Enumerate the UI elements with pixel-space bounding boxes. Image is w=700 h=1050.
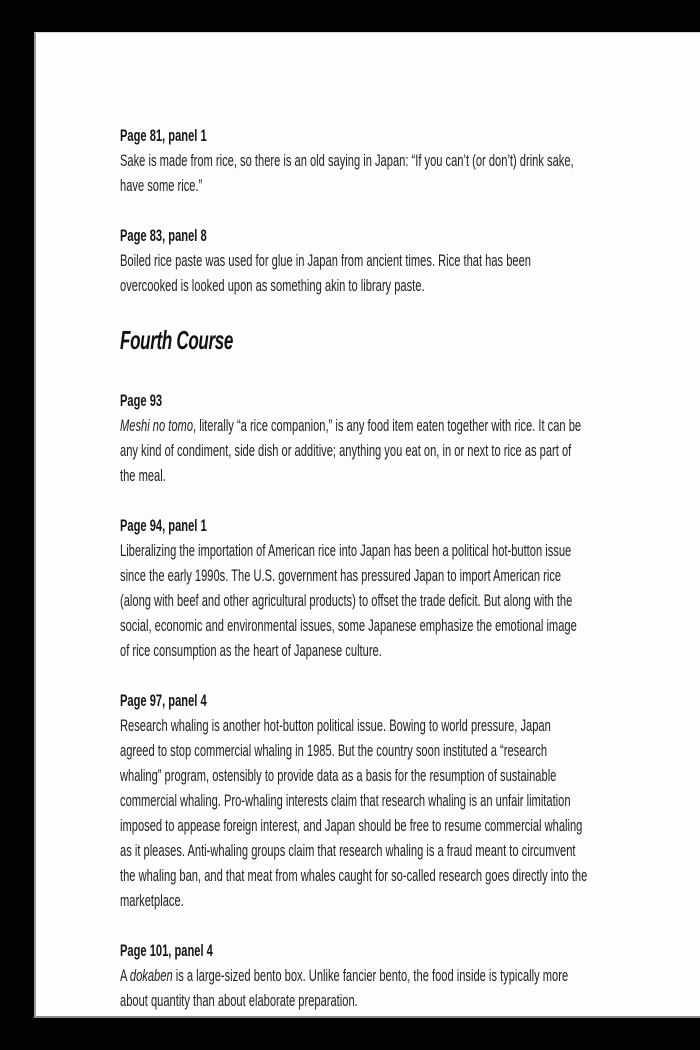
note-text-segment: Research whaling is another hot-button political issue. Bowing to world pressure, Japan agreed to stop commercial whaling in 1985. But the country soon instituted a “research whaling” program, ostensibly to provide data as a basis for the resumption of sustainable commercial whaling. Pro-whaling interests claim that research whaling is an unfair limitation imposed to appease foreign interest, and Japan should be free to resume commercial whaling as it pleases. Anti-whaling groups claim that research whaling is a fraud meant to circumvent the whaling ban, and that meat from whales caught for so-called research goes directly into the marketplace. [120, 716, 588, 910]
note-body [120, 148, 588, 198]
book-page [34, 32, 700, 1018]
note-body [120, 538, 588, 663]
page-content [36, 33, 700, 1013]
note-text-segment: Boiled rice paste was used for glue in Japan from ancient times. Rice that has been overcooked is looked upon as something akin to library paste. [120, 251, 531, 295]
note-text-segment: Liberalizing the importation of American rice into Japan has been a political hot-button issue since the early 1990s. The U.S. government has pressured Japan to import American rice (along with beef and other agricultural products) to offset the trade deficit. But along with the social, economic and environmental issues, some Japanese emphasize the emotional image of rice consumption as the heart of Japanese culture. [120, 541, 577, 660]
course-heading: Fourth Course [120, 325, 234, 355]
note-heading: Page 101, panel 4 [120, 941, 213, 960]
note-text-segment: is a large-sized bento box. Unlike fancier bento, the food inside is typically more about quantity than about elaborate preparation. [120, 966, 569, 1010]
note-heading: Page 94, panel 1 [120, 516, 207, 535]
note-section-page-101 [120, 938, 700, 1013]
note-body [120, 713, 588, 913]
note-section-page-81 [120, 123, 700, 198]
note-text-segment: Sake is made from rice, so there is an old saying in Japan: “If you can’t (or don’t) drink sake, have some rice.” [120, 151, 574, 195]
note-heading: Page 93 [120, 391, 163, 410]
note-text-segment: , literally “a rice companion,” is any food item eaten together with rice. It can be any kind of condiment, side dish or additive; anything you eat on, in or next to rice as part of the meal. [120, 416, 582, 485]
note-text-segment: A [120, 966, 130, 985]
note-section-page-83 [120, 223, 700, 298]
note-body [120, 413, 588, 488]
note-section-page-97 [120, 688, 700, 913]
note-body [120, 248, 588, 298]
note-heading: Page 83, panel 8 [120, 226, 207, 245]
note-body [120, 963, 588, 1013]
note-text-segment-italic: Meshi no tomo [120, 416, 194, 435]
note-heading: Page 81, panel 1 [120, 126, 207, 145]
note-section-page-94 [120, 513, 700, 663]
note-text-segment-italic: dokaben [129, 966, 173, 985]
note-heading: Page 97, panel 4 [120, 691, 207, 710]
note-section-page-93 [120, 388, 700, 488]
